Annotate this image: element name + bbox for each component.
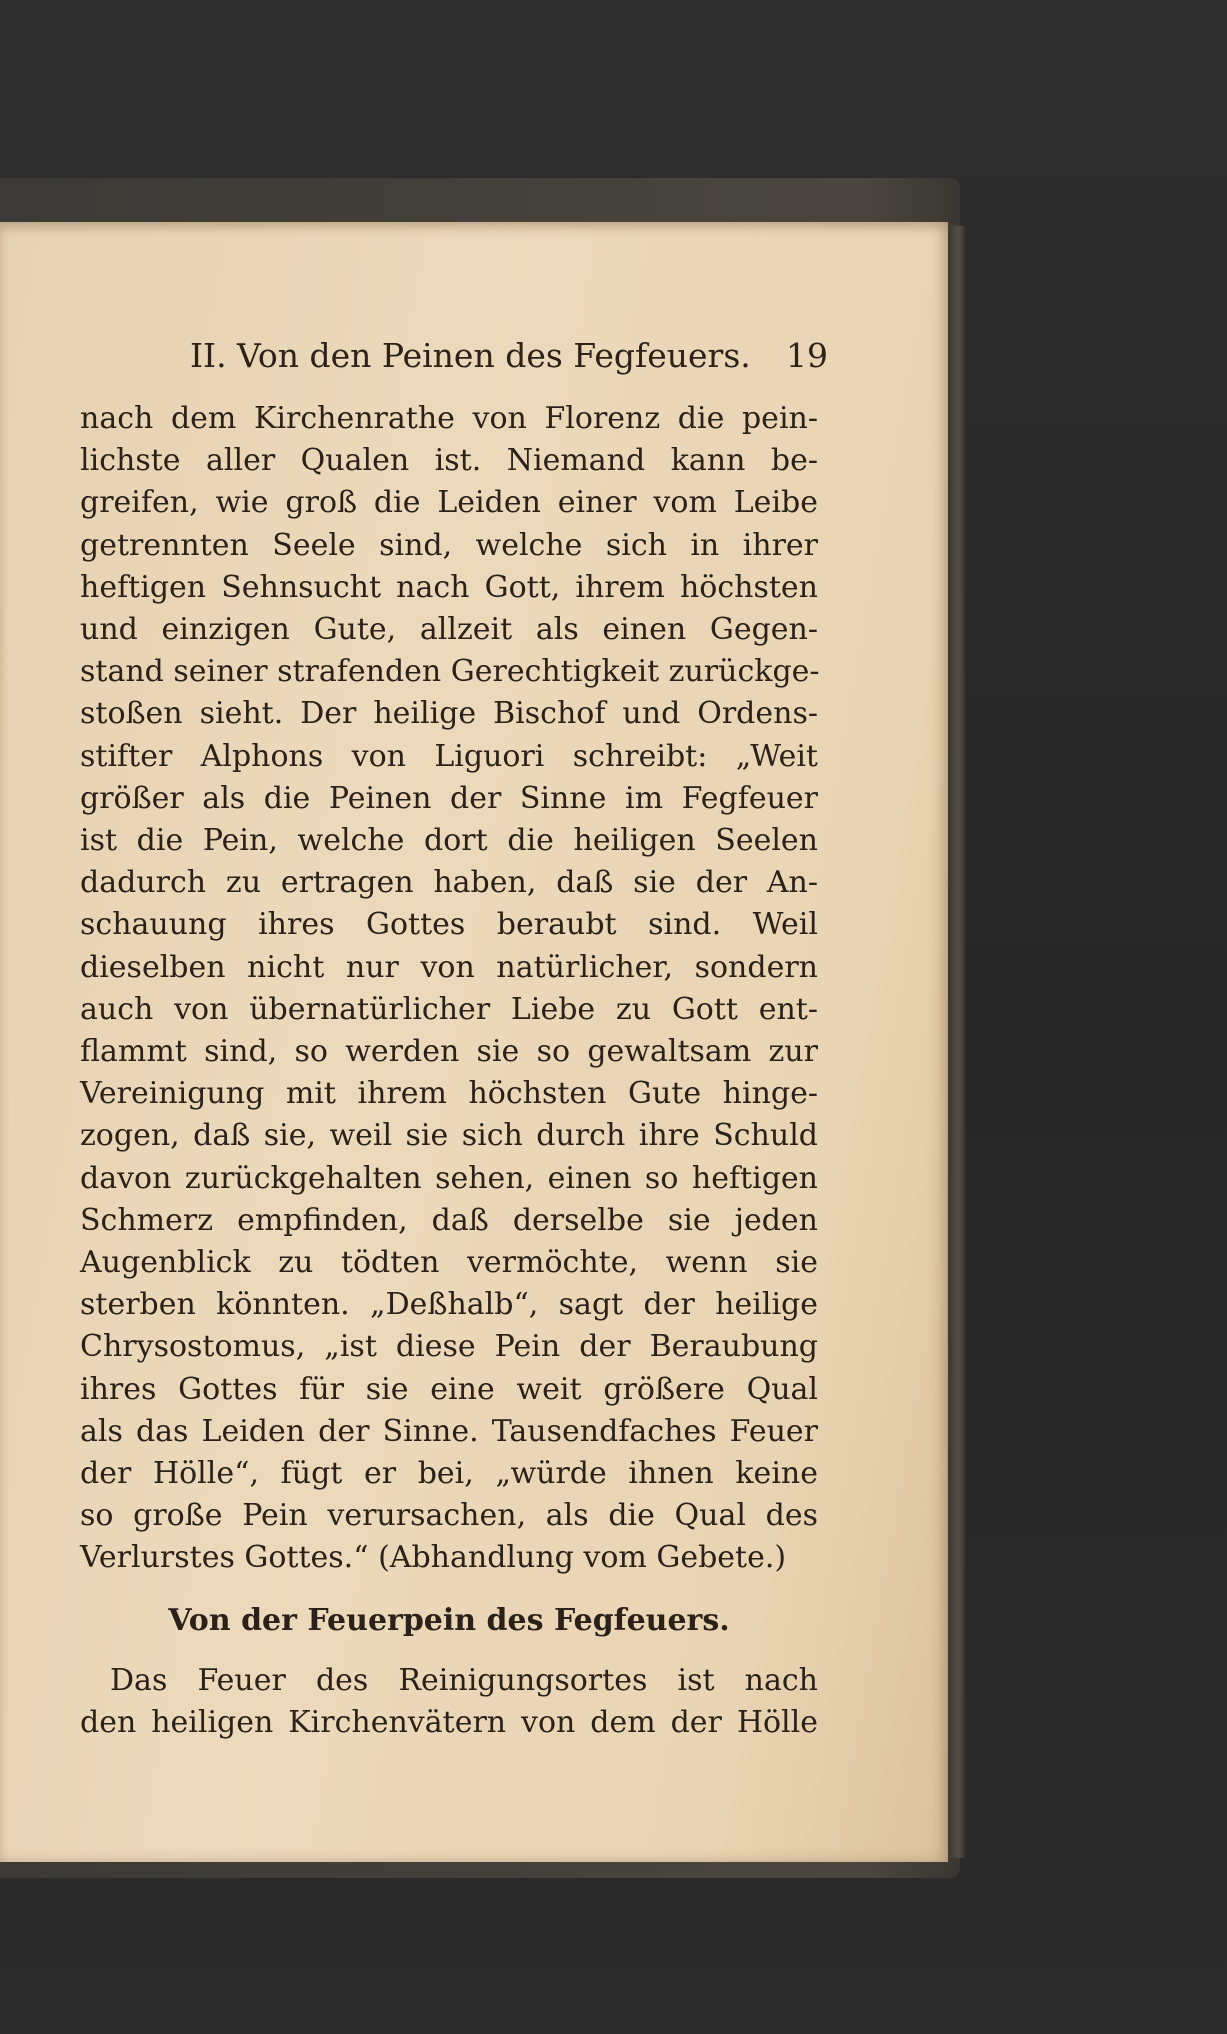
paragraph-1 [80,398,818,1580]
text-line: der Hölle“, fügt er bei, „würde ihnen keine [80,1456,818,1492]
text-line: nach dem Kirchenrathe von Florenz die pein- [80,401,818,436]
text-line: davon zurückgehalten sehen, einen so heftigen [80,1160,818,1196]
text-line: getrennten Seele sind, welche sich in ihrer [80,527,818,563]
text-line: größer als die Peinen der Sinne im Fegfeuer [80,780,818,816]
text-line: Das Feuer des Reinigungsortes ist nach [110,1663,818,1698]
text-line: so große Pein verursachen, als die Qual des [80,1498,818,1534]
text-line: Augenblick zu tödten vermöchte, wenn sie [80,1245,818,1281]
text-line: Verlurstes Gottes.“ (Abhandlung vom Gebete.) [80,1540,787,1576]
paragraph-2 [80,1660,818,1744]
text-line: zogen, daß sie, weil sie sich durch ihre Schuld [80,1118,818,1154]
running-head [190,330,828,380]
text-line: dieselben nicht nur von natürlicher, sondern [80,949,818,985]
text-line: stifter Alphons von Liguori schreibt: „Weit [80,738,818,774]
text-line: ist die Pein, welche dort die heiligen Seelen [80,823,818,859]
text-line: stoßen sieht. Der heilige Bischof und Ordens- [80,696,818,732]
text-line: und einzigen Gute, allzeit als einen Gegen- [80,612,818,648]
text-line: den heiligen Kirchenvätern von dem der Hölle [80,1705,818,1741]
text-line: schauung ihres Gottes beraubt sind. Weil [80,907,818,943]
page-number: 19 [786,335,828,375]
text-line: Chrysostomus, „ist diese Pein der Beraubung [80,1329,818,1365]
text-line: greifen, wie groß die Leiden einer vom Leibe [80,485,818,521]
text-line: sterben könnten. „Deßhalb“, sagt der heilige [80,1287,818,1323]
text-line: als das Leiden der Sinne. Tausendfaches Feuer [80,1413,818,1449]
text-line: Schmerz empfinden, daß derselbe sie jeden [80,1202,818,1238]
text-line: stand seiner strafenden Gerechtigkeit zurückge- [80,654,820,690]
page-fore-edge [948,226,966,1858]
section-heading: Von der Feuerpein des Fegfeuers. [168,1603,730,1638]
text-line: auch von übernatürlicher Liebe zu Gott ent- [80,991,818,1027]
text-line: flammt sind, so werden sie so gewaltsam zur [80,1034,818,1070]
text-line: heftigen Sehnsucht nach Gott, ihrem höchsten [80,569,818,605]
text-line: ihres Gottes für sie eine weit größere Qual [80,1371,818,1407]
text-line: Vereinigung mit ihrem höchsten Gute hinge- [80,1076,818,1112]
text-line: lichste aller Qualen ist. Niemand kann be- [80,443,818,479]
text-line: dadurch zu ertragen haben, daß sie der An- [80,865,818,901]
running-head-title: II. Von den Peinen des Fegfeuers. [190,335,751,375]
